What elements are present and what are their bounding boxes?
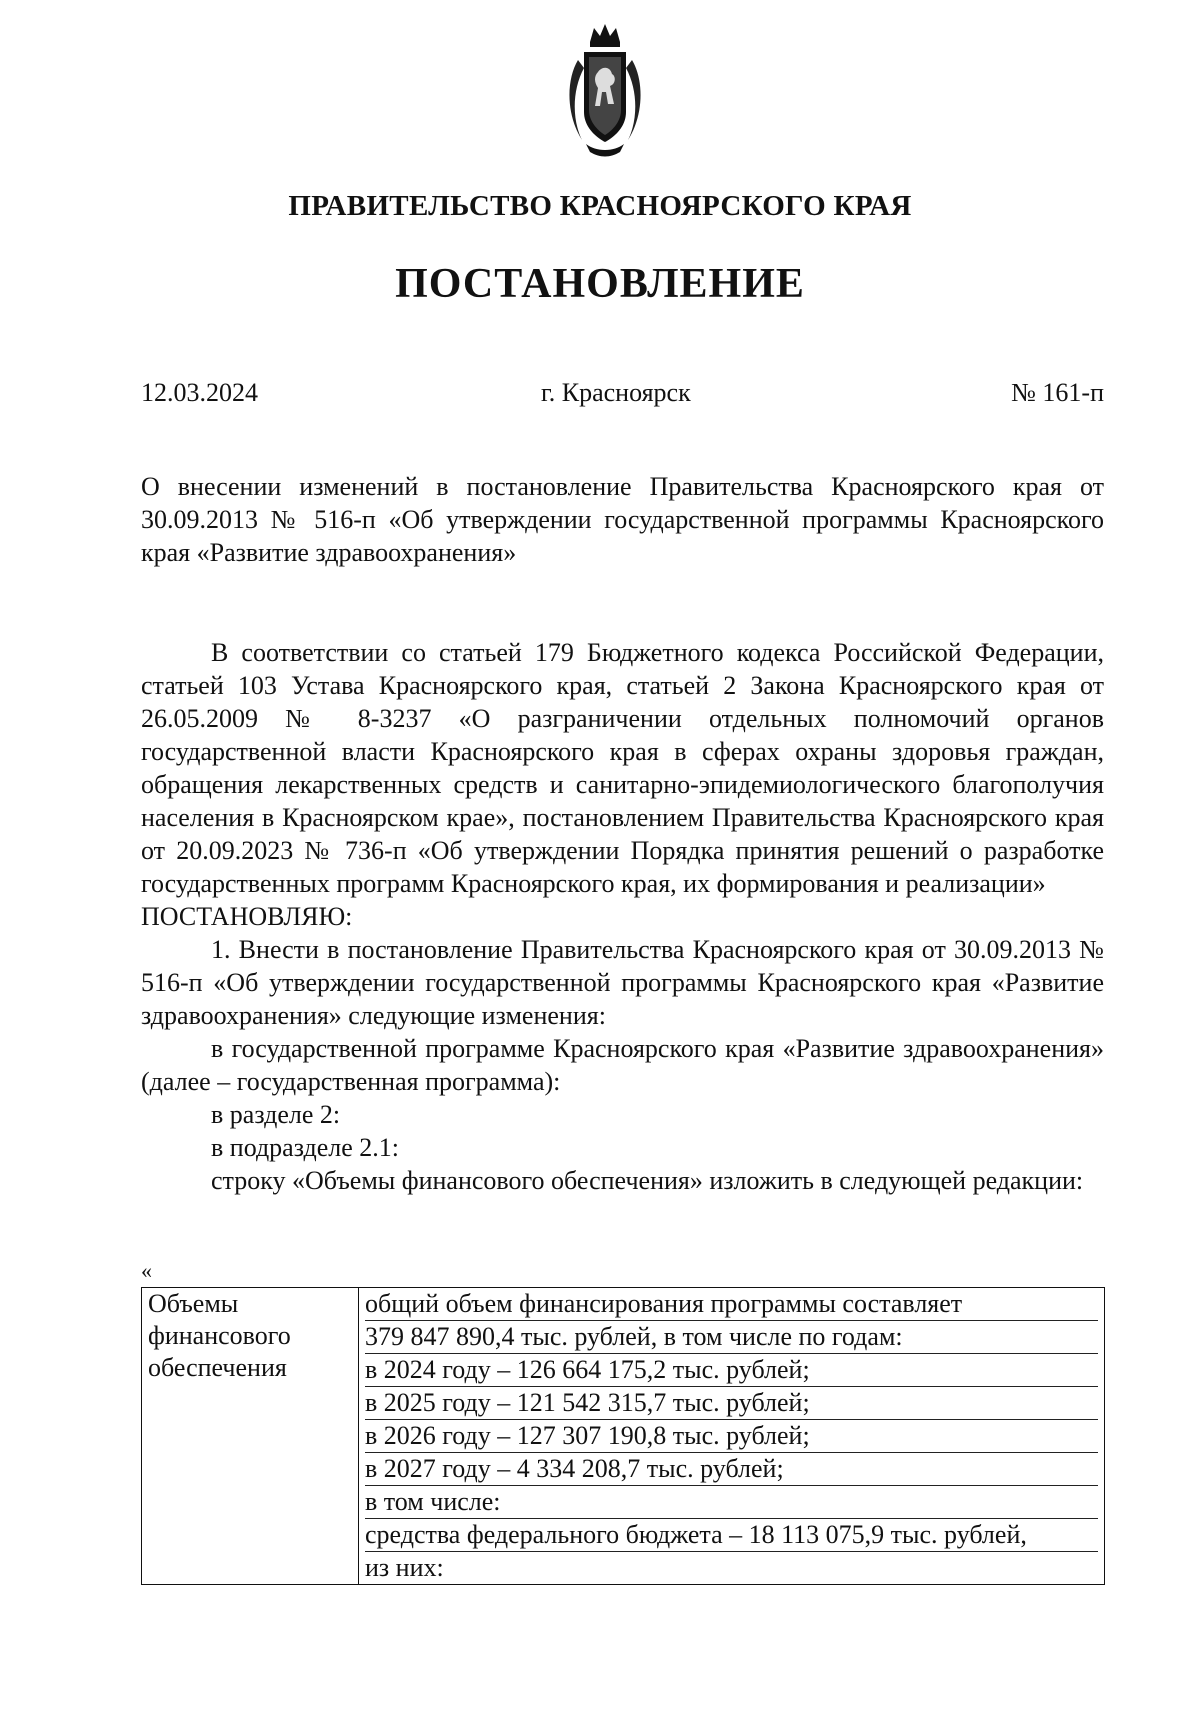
- financing-label-cell: [142, 1288, 359, 1585]
- preamble-paragraph: В соответствии со статьей 179 Бюджетного кодекса Российской Федерации, статьей 103 Устава Красноярского края, статьей 2 Закона Красноярского края от 26.05.2009 № 8-3237 «О разграничении отдельных полномочий органов государственной власти Красноярского края в сферах охраны здоровья граждан, обращения лекарственных средств и санитарно-эпидемиологического благополучия населения в Красноярском крае», постановлением Правительства Красноярского края от 20.09.2023 № 736-п «Об утверждении Порядка принятия решений о разработке государственных программ Красноярского края, их формирования и реализации»: [141, 638, 1104, 898]
- edit-instruction-paragraph: строку «Объемы финансового обеспечения» изложить в следующей редакции:: [211, 1166, 1084, 1195]
- coat-of-arms-icon: [560, 20, 650, 160]
- label-line: обеспечения: [148, 1353, 287, 1382]
- financing-value-cell: [359, 1288, 1105, 1585]
- label-line: Объемы: [148, 1289, 239, 1318]
- value-line: из них:: [365, 1553, 444, 1582]
- document-number: № 161-п: [1011, 378, 1104, 407]
- value-line: в 2025 году – 121 542 315,7 тыс. рублей;: [365, 1387, 1098, 1420]
- program-paragraph: в государственной программе Красноярского края «Развитие здравоохранения» (далее – государственная программа):: [141, 1034, 1104, 1096]
- value-line: в 2026 году – 127 307 190,8 тыс. рублей;: [365, 1420, 1098, 1453]
- section-paragraph: в разделе 2:: [211, 1100, 341, 1129]
- value-line: 379 847 890,4 тыс. рублей, в том числе по годам:: [365, 1321, 1098, 1354]
- document-date: 12.03.2024: [141, 378, 258, 407]
- value-line: в 2027 году – 4 334 208,7 тыс. рублей;: [365, 1453, 1098, 1486]
- financing-table: [141, 1287, 1105, 1585]
- subsection-paragraph: в подразделе 2.1:: [211, 1133, 400, 1162]
- value-line: общий объем финансирования программы составляет: [365, 1288, 1098, 1321]
- table-row: [142, 1288, 1105, 1585]
- document-city: г. Красноярск: [541, 378, 691, 407]
- opening-quote: «: [141, 1258, 152, 1283]
- document-body: [141, 636, 1104, 1197]
- document-subject: О внесении изменений в постановление Правительства Красноярского края от 30.09.2013 № 516-п «Об утверждении государственной программы Красноярского края «Развитие здравоохранения»: [141, 472, 1104, 567]
- decree-word: ПОСТАНОВЛЯЮ:: [141, 902, 353, 931]
- value-line: средства федерального бюджета – 18 113 075,9 тыс. рублей,: [365, 1519, 1098, 1552]
- value-line: в том числе:: [365, 1486, 1098, 1519]
- label-line: финансового: [148, 1321, 291, 1350]
- value-line: в 2024 году – 126 664 175,2 тыс. рублей;: [365, 1354, 1098, 1387]
- item-1-paragraph: 1. Внести в постановление Правительства Красноярского края от 30.09.2013 № 516-п «Об утверждении государственной программы Красноярского края «Развитие здравоохранения» следующие изменения:: [141, 935, 1104, 1030]
- government-title: ПРАВИТЕЛЬСТВО КРАСНОЯРСКОГО КРАЯ: [288, 190, 912, 222]
- document-type-title: ПОСТАНОВЛЕНИЕ: [395, 261, 805, 307]
